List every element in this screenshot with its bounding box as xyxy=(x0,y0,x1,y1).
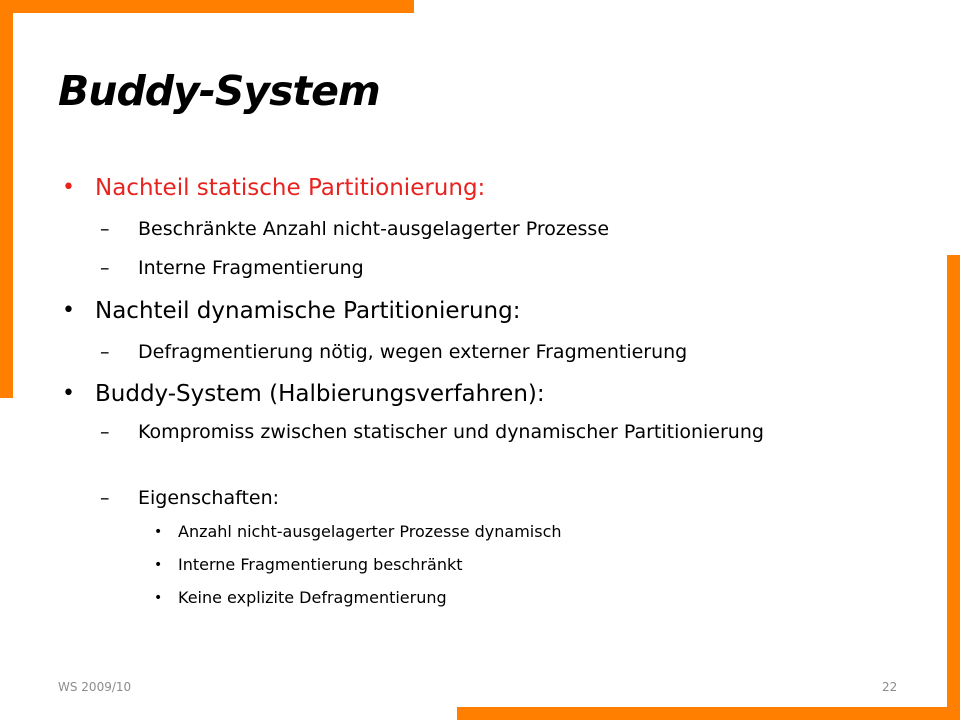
frame-left-bar xyxy=(0,0,13,398)
sub-sub-item-text: Interne Fragmentierung beschränkt xyxy=(178,555,463,574)
bullet-text: Buddy-System (Halbierungsverfahren): xyxy=(95,381,545,407)
frame-right-bar xyxy=(947,255,960,720)
dash-icon: – xyxy=(100,487,110,509)
dash-icon: – xyxy=(100,257,110,279)
bullet-dot-icon: • xyxy=(154,524,163,540)
dash-icon: – xyxy=(100,218,110,240)
frame-top-bar xyxy=(0,0,414,13)
sub-item-text: Beschränkte Anzahl nicht-ausgelagerter Prozesse xyxy=(138,218,610,240)
bullet-text: Nachteil dynamische Partitionierung: xyxy=(95,298,521,324)
sub-item-text: Kompromiss zwischen statischer und dynamischer Partitionierung xyxy=(138,421,764,443)
bullet-dot-icon: • xyxy=(62,381,75,406)
sub-item-text: Interne Fragmentierung xyxy=(138,257,364,279)
sub-sub-item-text: Anzahl nicht-ausgelagerter Prozesse dynamisch xyxy=(178,522,562,541)
bullet-text: Nachteil statische Partitionierung: xyxy=(95,175,486,201)
bullet-dot-icon: • xyxy=(62,175,75,200)
footer-page-number: 22 xyxy=(882,680,898,694)
dash-icon: – xyxy=(100,341,110,363)
bullet-dot-icon: • xyxy=(62,298,75,323)
sub-item-text: Defragmentierung nötig, wegen externer Fragmentierung xyxy=(138,341,688,363)
dash-icon: – xyxy=(100,421,110,443)
sub-sub-item-text: Keine explizite Defragmentierung xyxy=(178,588,447,607)
bullet-dot-icon: • xyxy=(154,590,163,606)
frame-bottom-bar xyxy=(457,707,960,720)
footer-semester: WS 2009/10 xyxy=(58,680,132,694)
slide-title: Buddy-System xyxy=(58,67,380,115)
sub-item-text: Eigenschaften: xyxy=(138,487,280,509)
bullet-dot-icon: • xyxy=(154,557,163,573)
